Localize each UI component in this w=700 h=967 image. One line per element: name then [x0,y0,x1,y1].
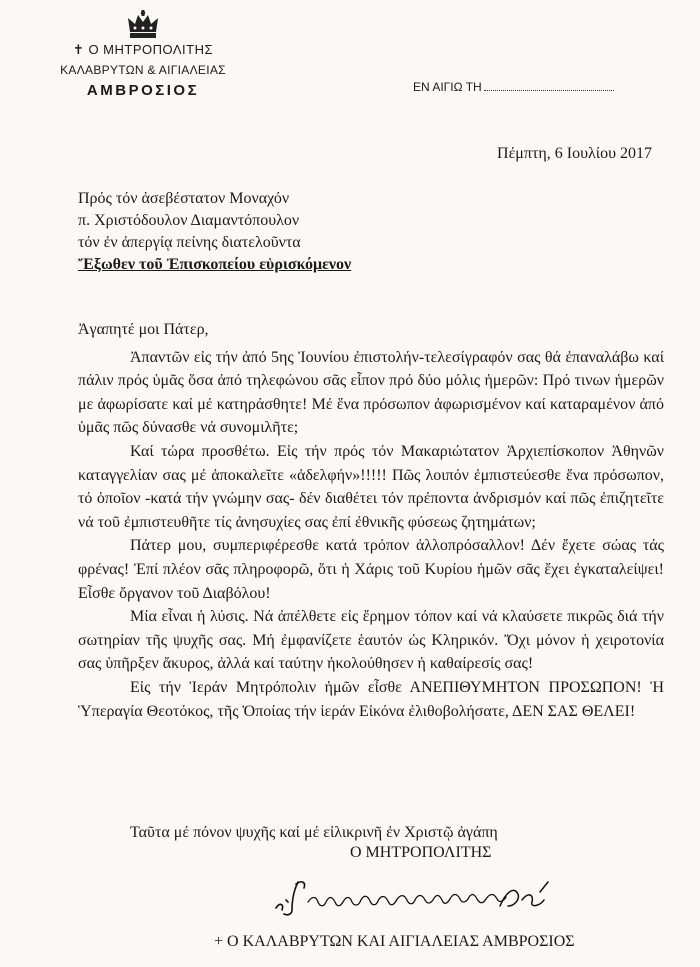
place-line [413,80,614,94]
letterhead-see: ΚΑΛΑΒΡΥΤΩΝ & ΑΙΓΙΑΛΕΙΑΣ [60,63,226,77]
paragraph: Καί τώρα προσθέτω. Εἰς τήν πρός τόν Μακαριώτατον Ἀρχιεπίσκοπον Ἀθηνῶν καταγγελίαν σας μέ ἀποκαλεῖτε «ἀδελφήν»!!!!! Πῶς λοιπόν ἐμπιστεύεσθε ἕνα πρόσωπον, τό ὁποῖον -κατά τήν γνώμην σας- δέν διαθέτει τόν πρέποντα ἀνδρισμόν καί πῶς ἐπιζητεῖτε νά τοῦ ἐμπιστευθῆτε τίς ἀνησυχίες σας ἐπί ἐθνικῆς φύσεως ζητημάτων; [78,442,664,531]
place-label: ΕΝ ΑΙΓΙΩ ΤΗ [413,80,482,94]
handwritten-signature [268,870,558,920]
letter-body [78,318,664,723]
recipient-block [78,188,351,276]
paragraph: Εἰς τήν Ἱεράν Μητρόπολιν ἡμῶν εἶσθε ΑΝΕΠΙΘΥΜΗΤΟΝ ΠΡΟΣΩΠΟΝ! Ἡ Ὑπεραγία Θεοτόκος, τῆς Ὁποίας τήν ἱεράν Εἰκόνα ἐλιθοβολήσατε, ΔΕΝ ΣΑΣ ΘΕΛΕΙ! [78,678,664,720]
letterhead [28,10,258,99]
salutation: Ἀγαπητέ μοι Πάτερ, [78,321,209,338]
recipient-line: π. Χριστόδουλον Διαμαντόπουλον [78,212,300,229]
dotted-line [484,89,614,91]
letterhead-title: ✝ Ο ΜΗΤΡΟΠΟΛΙΤΗΣ [72,42,214,57]
recipient-line: Πρός τόν ἀσεβέστατον Μοναχόν [78,190,290,207]
signatory-name: + Ο ΚΑΛΑΒΡΥΤΩΝ ΚΑΙ ΑΙΓΙΑΛΕΙΑΣ ΑΜΒΡΟΣΙΟΣ [214,933,575,950]
letterhead-name: ΑΜΒΡΟΣΙΟΣ [86,82,200,99]
letter-date: Πέμπτη, 6 Ιουλίου 2017 [497,145,652,162]
paragraph: Μία εἶναι ἡ λύσις. Νά ἀπέλθετε εἰς ἔρημον τόπον καί νά κλαύσετε πικρῶς διά τήν σωτηρίαν τῆς ψυχῆς σας. Μή ἐμφανίζετε ἑαυτόν ὡς Κληρικόν. Ὄχι μόνον ἡ χειροτονία σας ὑπῆρξεν ἄκυρος, ἀλλά καί ταύτην ἠκολούθησεν ἡ καθαίρεσίς σας! [78,608,664,673]
recipient-location: Ἔξωθεν τοῦ Ἐπισκοπείου εὑρισκόμενον [78,256,352,273]
recipient-line: τόν ἐν ἀπεργίᾳ πείνης διατελοῦντα [78,234,301,251]
paragraph: Ἀπαντῶν εἰς τήν ἀπό 5ης Ἰουνίου ἐπιστολήν-τελεσίγραφόν σας θά ἐπαναλάβω καί πάλιν πρός ὑμᾶς ὅσα ἀπό τηλεφώνου σᾶς εἶπον πρό δύο μόλις ἡμερῶν: Πρό τινων ἡμερῶν με ἀφωρίσατε καί μέ κατηράσθητε! Μέ ἕνα πρόσωπον ἀφωρισμένον καί καταραμένον ἀπό ὑμᾶς πῶς δύνασθε νά συνομιλῆτε; [78,348,664,437]
signature-title: Ο ΜΗΤΡΟΠΟΛΙΤΗΣ [350,844,492,861]
crown-icon [126,10,160,40]
closing-line: Ταῦτα μέ πόνον ψυχῆς καί μέ εἰλικρινῆ ἐν Χριστῷ ἀγάπη [130,824,498,841]
paragraph: Πάτερ μου, συμπεριφέρεσθε κατά τρόπον ἀλλοπρόσαλλον! Δέν ἔχετε σώας τάς φρένας! Ἐπί πλέον σᾶς πληροφορῶ, ὅτι ἡ Χάρις τοῦ Κυρίου ἡμῶν σᾶς ἔχει ἐγκαταλείψει! Εἶσθε ὄργανον τοῦ Διαβόλου! [78,537,664,602]
